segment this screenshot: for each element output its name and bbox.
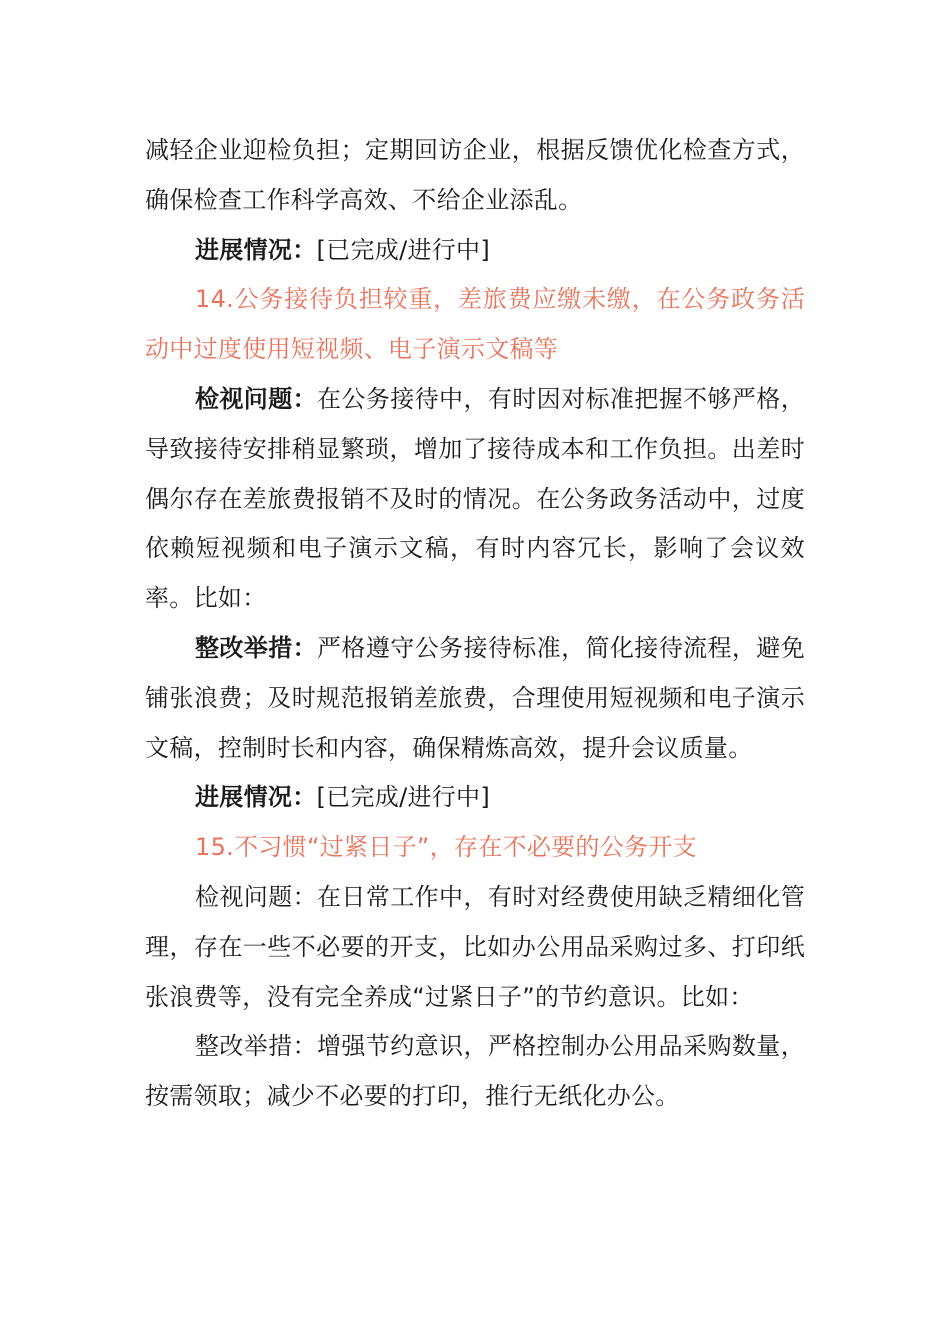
progress-status-label: 进展情况：	[195, 235, 317, 264]
progress-status-paragraph	[145, 226, 805, 276]
rectification-paragraph	[145, 624, 805, 773]
document-body	[145, 126, 805, 1122]
progress-status-value: [已完成/进行中]	[316, 235, 491, 264]
progress-status-paragraph	[145, 773, 805, 823]
review-issue-label: 检视问题：	[195, 384, 318, 413]
rectification-label: 整改举措：	[195, 633, 318, 662]
progress-status-label: 进展情况：	[195, 783, 317, 812]
section-heading-15: 15.不习惯“过紧日子”，存在不必要的公务开支	[195, 833, 697, 862]
review-issue-text: 在公务接待中，有时因对标准把握不够严格，导致接待安排稍显繁琐，增加了接待成本和工作负担。出差时偶尔存在差旅费报销不及时的情况。在公务政务活动中，过度依赖短视频和电子演示文稿，有时内容冗长，影响了会议效率。比如：	[145, 384, 806, 613]
rectification-text: 严格遵守公务接待标准，简化接待流程，避免铺张浪费；及时规范报销差旅费，合理使用短视频和电子演示文稿，控制时长和内容，确保精炼高效，提升会议质量。	[145, 633, 806, 762]
section-heading-14: 14.公务接待负担较重，差旅费应缴未缴，在公务政务活动中过度使用短视频、电子演示文稿等	[145, 285, 805, 364]
review-issue-paragraph	[145, 375, 805, 624]
progress-status-value: [已完成/进行中]	[316, 783, 491, 812]
review-issue-paragraph-plain: 检视问题：在日常工作中，有时对经费使用缺乏精细化管理，存在一些不必要的开支，比如办公用品采购过多、打印纸张浪费等，没有完全养成“过紧日子”的节约意识。比如：	[145, 882, 805, 1011]
rectification-paragraph-plain: 整改举措：增强节约意识，严格控制办公用品采购数量，按需领取；减少不必要的打印，推行无纸化办公。	[145, 1032, 805, 1111]
paragraph-continuation: 减轻企业迎检负担；定期回访企业，根据反馈优化检查方式，确保检查工作科学高效、不给企业添乱。	[145, 136, 805, 214]
